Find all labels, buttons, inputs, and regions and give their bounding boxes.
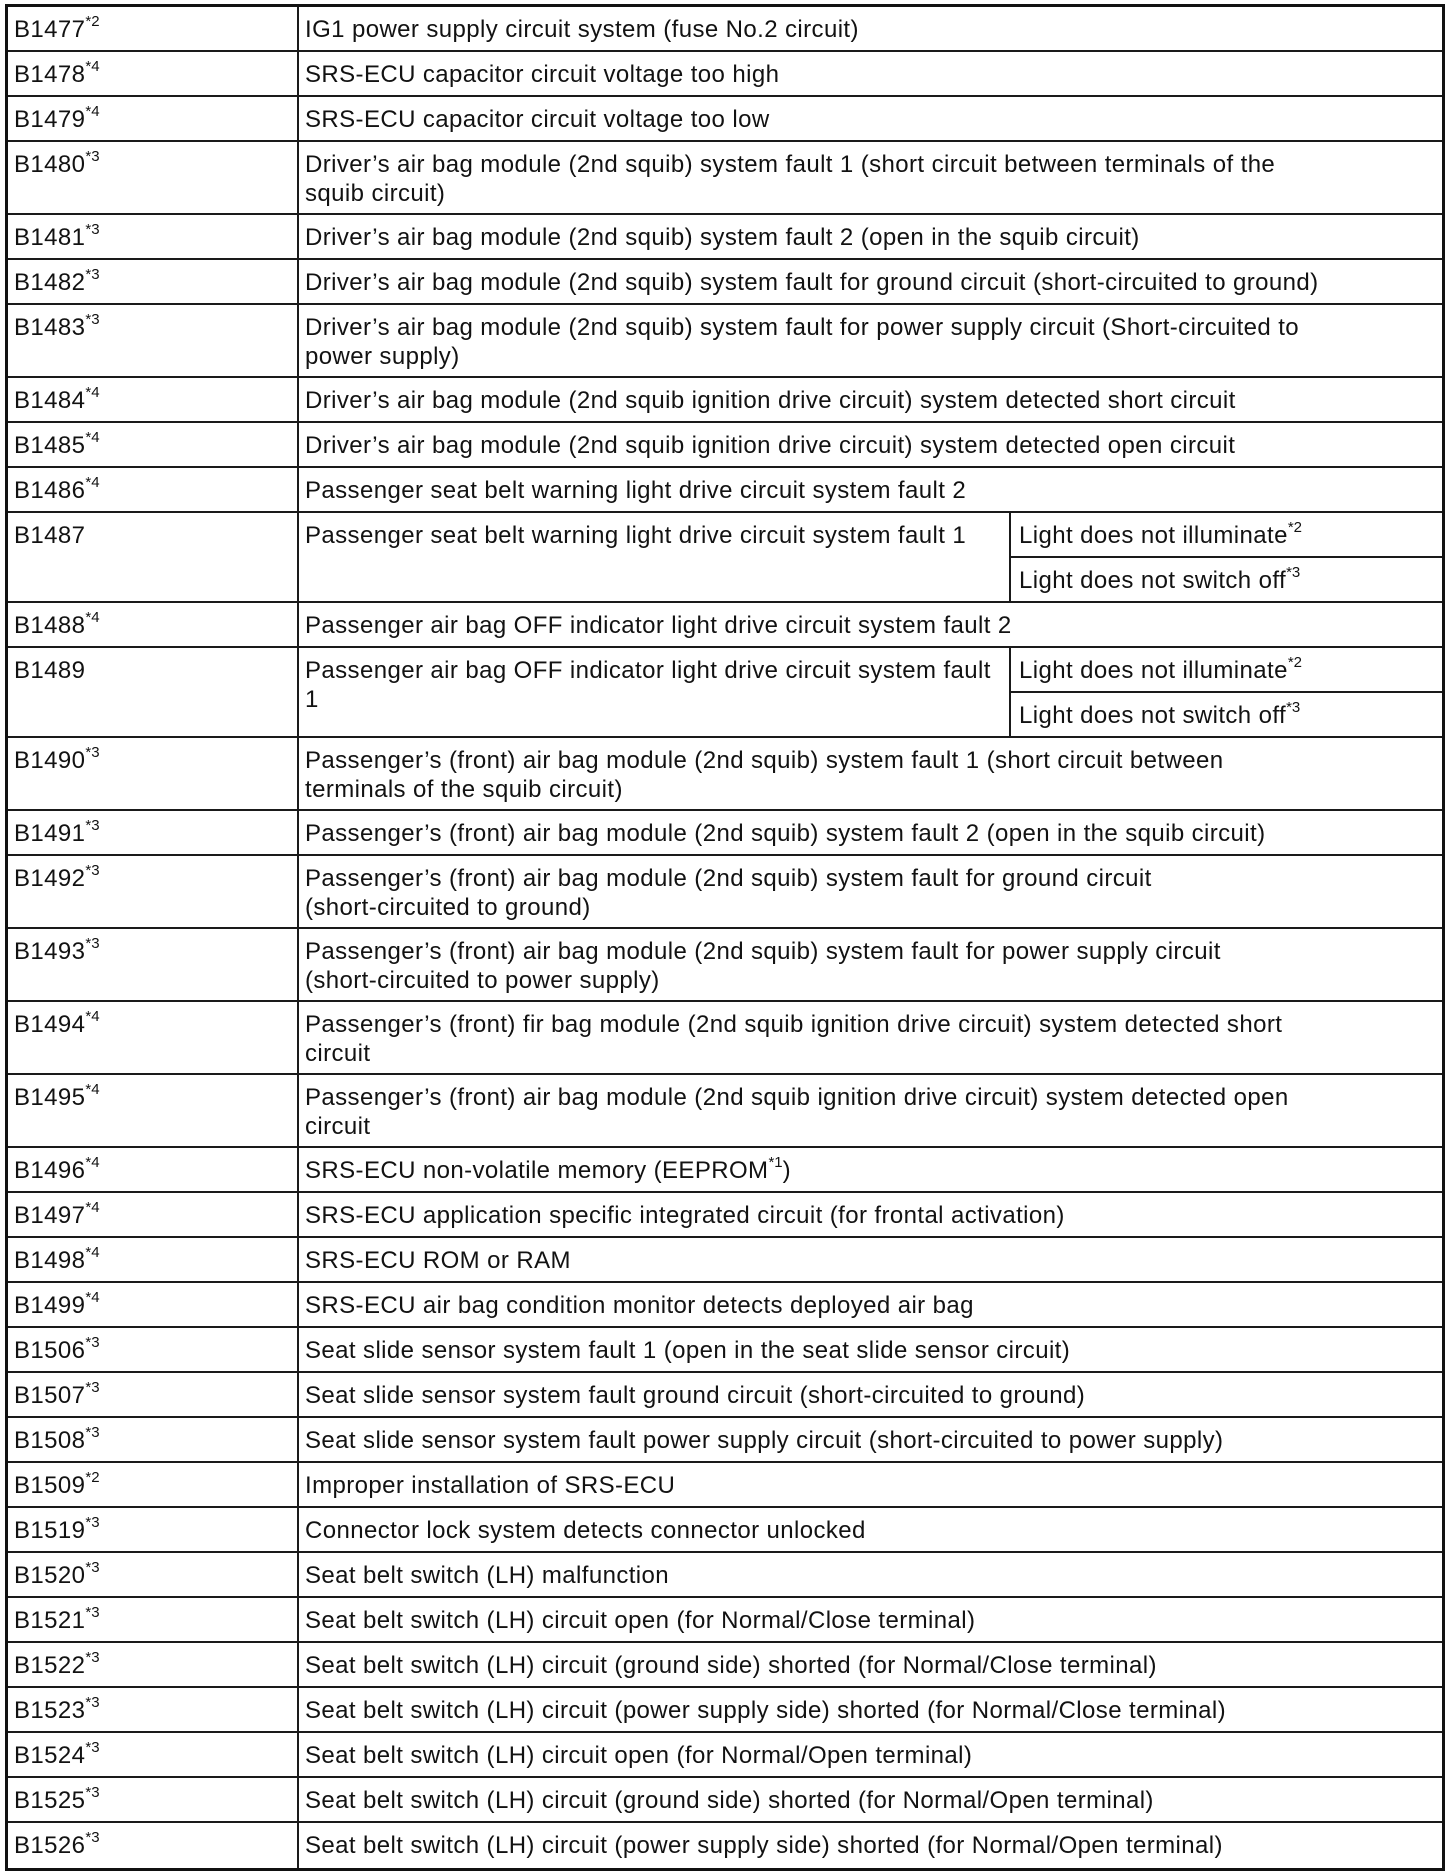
table-row <box>8 378 1442 423</box>
footnote-marker: *3 <box>85 1784 100 1801</box>
dtc-description: Passenger’s (front) air bag module (2nd squib ignition drive circuit) system detected open circuit <box>305 1084 1289 1140</box>
footnote-marker: *4 <box>85 429 100 446</box>
dtc-code: B1497 <box>14 1202 86 1229</box>
dtc-code-cell <box>8 1238 299 1281</box>
condition-text: Light does not switch off <box>1019 567 1287 594</box>
dtc-code: B1478 <box>14 61 86 88</box>
dtc-code-cell <box>8 260 299 303</box>
dtc-description: Driver’s air bag module (2nd squib) system fault for ground circuit (short-circuited to ground) <box>305 269 1319 296</box>
dtc-code-cell <box>8 423 299 466</box>
condition-cell <box>1011 693 1442 736</box>
footnote-marker: *3 <box>85 1829 100 1846</box>
dtc-code-cell <box>8 1778 299 1821</box>
footnote-marker: *3 <box>85 1649 100 1666</box>
dtc-code: B1526 <box>14 1832 86 1859</box>
dtc-code: B1495 <box>14 1084 86 1111</box>
footnote-marker: *3 <box>85 862 100 879</box>
dtc-code-cell <box>8 52 299 95</box>
dtc-code-cell <box>8 1002 299 1073</box>
dtc-code-cell <box>8 1823 299 1868</box>
dtc-description: Passenger’s (front) air bag module (2nd squib) system fault 2 (open in the squib circuit) <box>305 820 1266 847</box>
footnote-marker: *4 <box>85 1008 100 1025</box>
dtc-code: B1498 <box>14 1247 86 1274</box>
dtc-description: Passenger air bag OFF indicator light drive circuit system fault 2 <box>305 612 1012 639</box>
dtc-description: SRS-ECU ROM or RAM <box>305 1247 571 1274</box>
table-row <box>8 1688 1442 1733</box>
table-row <box>8 305 1442 378</box>
dtc-code-cell <box>8 1733 299 1776</box>
condition-text: Light does not switch off <box>1019 702 1287 729</box>
dtc-code-cell <box>8 1688 299 1731</box>
table-row <box>8 929 1442 1002</box>
dtc-description: SRS-ECU capacitor circuit voltage too high <box>305 61 780 88</box>
dtc-code-cell <box>8 1598 299 1641</box>
table-row <box>8 52 1442 97</box>
dtc-code-cell <box>8 603 299 646</box>
footnote-marker: *4 <box>85 103 100 120</box>
dtc-description: Seat slide sensor system fault 1 (open in the seat slide sensor circuit) <box>305 1337 1071 1364</box>
footnote-marker: *3 <box>85 1694 100 1711</box>
footnote-marker: *3 <box>85 311 100 328</box>
dtc-code-cell <box>8 1193 299 1236</box>
dtc-code: B1482 <box>14 269 86 296</box>
dtc-description: SRS-ECU application specific integrated circuit (for frontal activation) <box>305 1202 1065 1229</box>
dtc-code-cell <box>8 1075 299 1146</box>
dtc-code: B1485 <box>14 432 86 459</box>
dtc-code: B1496 <box>14 1157 86 1184</box>
table-row <box>8 1283 1442 1328</box>
dtc-description-end: ) <box>782 1157 792 1184</box>
dtc-description: Seat belt switch (LH) circuit open (for Normal/Open terminal) <box>305 1742 973 1769</box>
dtc-code-cell <box>8 7 299 50</box>
table-row <box>8 1778 1442 1823</box>
dtc-code: B1484 <box>14 387 86 414</box>
footnote-marker: *3 <box>1286 564 1301 581</box>
footnote-marker: *3 <box>85 266 100 283</box>
table-row <box>8 1418 1442 1463</box>
footnote-marker: *4 <box>85 58 100 75</box>
dtc-code-cell <box>8 215 299 258</box>
dtc-description: Driver’s air bag module (2nd squib) system fault for power supply circuit (Short-circuited to power supply) <box>305 314 1300 370</box>
dtc-description: Seat belt switch (LH) circuit (ground side) shorted (for Normal/Close terminal) <box>305 1652 1157 1679</box>
dtc-code-cell <box>8 929 299 1000</box>
footnote-marker: *3 <box>85 1604 100 1621</box>
table-row <box>8 856 1442 929</box>
dtc-description: Passenger seat belt warning light drive circuit system fault 2 <box>305 477 967 504</box>
table-row <box>8 811 1442 856</box>
table-row <box>8 468 1442 513</box>
table-row <box>8 215 1442 260</box>
condition-text: Light does not illuminate <box>1019 522 1288 549</box>
footnote-marker: *3 <box>85 1424 100 1441</box>
condition-text: Light does not illuminate <box>1019 657 1288 684</box>
dtc-code: B1506 <box>14 1337 86 1364</box>
table-row <box>8 1002 1442 1075</box>
dtc-description: SRS-ECU air bag condition monitor detects deployed air bag <box>305 1292 974 1319</box>
table-row <box>8 1075 1442 1148</box>
dtc-code: B1486 <box>14 477 86 504</box>
dtc-code-cell <box>8 142 299 213</box>
dtc-code-cell <box>8 1553 299 1596</box>
footnote-marker: *3 <box>1286 699 1301 716</box>
dtc-description: Seat slide sensor system fault ground circuit (short-circuited to ground) <box>305 1382 1086 1409</box>
footnote-marker: *3 <box>85 817 100 834</box>
dtc-code-cell <box>8 468 299 511</box>
dtc-code: B1519 <box>14 1517 86 1544</box>
table-row <box>8 1193 1442 1238</box>
footnote-marker: *2 <box>1287 654 1303 671</box>
dtc-code: B1499 <box>14 1292 86 1319</box>
dtc-code-cell <box>8 97 299 140</box>
dtc-code-cell <box>8 1283 299 1326</box>
dtc-description: SRS-ECU non-volatile memory (EEPROM <box>305 1157 769 1184</box>
condition-cell <box>1011 648 1442 693</box>
dtc-code: B1477 <box>14 16 86 43</box>
dtc-description: Driver’s air bag module (2nd squib) system fault 2 (open in the squib circuit) <box>305 224 1140 251</box>
footnote-marker: *4 <box>85 1289 100 1306</box>
dtc-description: Passenger’s (front) air bag module (2nd squib) system fault for power supply circuit (short-circuited to power supply) <box>305 938 1221 994</box>
dtc-code: B1483 <box>14 314 86 341</box>
dtc-code: B1490 <box>14 747 86 774</box>
dtc-code-cell <box>8 1508 299 1551</box>
footnote-marker: *4 <box>85 384 100 401</box>
table-row <box>8 1733 1442 1778</box>
dtc-description: Passenger’s (front) fir bag module (2nd squib ignition drive circuit) system detected short circuit <box>305 1011 1283 1067</box>
dtc-description: Connector lock system detects connector unlocked <box>305 1517 866 1544</box>
dtc-code: B1523 <box>14 1697 86 1724</box>
dtc-code: B1491 <box>14 820 86 847</box>
footnote-marker: *3 <box>85 221 100 238</box>
dtc-code-cell <box>8 1418 299 1461</box>
dtc-code: B1480 <box>14 151 86 178</box>
dtc-description: IG1 power supply circuit system (fuse No.2 circuit) <box>305 16 859 43</box>
table-row <box>8 1463 1442 1508</box>
dtc-code: B1481 <box>14 224 86 251</box>
footnote-marker: *4 <box>85 1081 100 1098</box>
table-row <box>8 1373 1442 1418</box>
dtc-description: Passenger’s (front) air bag module (2nd squib) system fault for ground circuit (short-circuited to ground) <box>305 865 1152 921</box>
footnote-marker: *4 <box>85 1154 100 1171</box>
footnote-marker: *3 <box>85 148 100 165</box>
dtc-code: B1487 <box>14 522 86 549</box>
dtc-table <box>5 4 1445 1871</box>
dtc-description: SRS-ECU capacitor circuit voltage too low <box>305 106 770 133</box>
footnote-marker: *1 <box>768 1154 783 1171</box>
dtc-code: B1522 <box>14 1652 86 1679</box>
table-row <box>8 1823 1442 1868</box>
table-row <box>8 423 1442 468</box>
dtc-code: B1488 <box>14 612 86 639</box>
footnote-marker: *3 <box>85 744 100 761</box>
table-row <box>8 1643 1442 1688</box>
footnote-marker: *4 <box>85 1199 100 1216</box>
table-row <box>8 1328 1442 1373</box>
dtc-description: Improper installation of SRS-ECU <box>305 1472 676 1499</box>
dtc-description: Passenger’s (front) air bag module (2nd squib) system fault 1 (short circuit between terminals of the squib circuit) <box>305 747 1224 803</box>
dtc-code: B1521 <box>14 1607 86 1634</box>
dtc-code-cell <box>8 648 299 736</box>
dtc-code-cell <box>8 1463 299 1506</box>
dtc-code-cell <box>8 811 299 854</box>
footnote-marker: *2 <box>85 1469 100 1486</box>
table-row <box>8 260 1442 305</box>
table-row <box>8 1508 1442 1553</box>
dtc-code-cell <box>8 305 299 376</box>
footnote-marker: *3 <box>85 1334 100 1351</box>
footnote-marker: *4 <box>85 474 100 491</box>
dtc-code: B1479 <box>14 106 86 133</box>
dtc-code-cell <box>8 1328 299 1371</box>
dtc-description: Seat belt switch (LH) malfunction <box>305 1562 670 1589</box>
dtc-description-cell <box>299 513 1442 601</box>
dtc-code: B1494 <box>14 1011 86 1038</box>
dtc-code: B1508 <box>14 1427 86 1454</box>
dtc-code-cell <box>8 856 299 927</box>
dtc-description-cell <box>299 648 1442 736</box>
dtc-description-cell <box>299 1148 1442 1191</box>
dtc-code-cell <box>8 1643 299 1686</box>
table-row <box>8 7 1442 52</box>
dtc-code: B1509 <box>14 1472 86 1499</box>
table-row <box>8 97 1442 142</box>
footnote-marker: *2 <box>85 13 100 30</box>
dtc-code-cell <box>8 378 299 421</box>
table-row <box>8 142 1442 215</box>
table-row <box>8 648 1442 738</box>
table-row <box>8 1238 1442 1283</box>
dtc-code: B1525 <box>14 1787 86 1814</box>
condition-list <box>1011 648 1442 736</box>
dtc-code-cell <box>8 738 299 809</box>
footnote-marker: *4 <box>85 1244 100 1261</box>
dtc-description: Seat slide sensor system fault power supply circuit (short-circuited to power supply) <box>305 1427 1224 1454</box>
footnote-marker: *3 <box>85 935 100 952</box>
dtc-code: B1492 <box>14 865 86 892</box>
dtc-code: B1520 <box>14 1562 86 1589</box>
table-row <box>8 513 1442 603</box>
table-row <box>8 1553 1442 1598</box>
dtc-description: Driver’s air bag module (2nd squib) system fault 1 (short circuit between terminals of the squib circuit) <box>305 151 1276 207</box>
dtc-code-cell <box>8 513 299 601</box>
condition-cell <box>1011 513 1442 558</box>
footnote-marker: *3 <box>85 1559 100 1576</box>
table-row <box>8 738 1442 811</box>
dtc-description: Driver’s air bag module (2nd squib ignition drive circuit) system detected open circuit <box>305 432 1236 459</box>
table-row <box>8 1148 1442 1193</box>
dtc-description: Seat belt switch (LH) circuit open (for Normal/Close terminal) <box>305 1607 976 1634</box>
condition-list <box>1011 513 1442 601</box>
dtc-code-cell <box>8 1373 299 1416</box>
dtc-code: B1524 <box>14 1742 86 1769</box>
dtc-description: Seat belt switch (LH) circuit (power supply side) shorted (for Normal/Open terminal) <box>305 1832 1223 1859</box>
dtc-code: B1489 <box>14 657 86 684</box>
footnote-marker: *3 <box>85 1379 100 1396</box>
dtc-code: B1493 <box>14 938 86 965</box>
footnote-marker: *3 <box>85 1514 100 1531</box>
dtc-code-cell <box>8 1148 299 1191</box>
dtc-description: Passenger seat belt warning light drive circuit system fault 1 <box>299 513 1011 601</box>
dtc-description: Driver’s air bag module (2nd squib ignition drive circuit) system detected short circuit <box>305 387 1236 414</box>
table-row <box>8 603 1442 648</box>
footnote-marker: *4 <box>85 609 100 626</box>
dtc-description: Seat belt switch (LH) circuit (ground side) shorted (for Normal/Open terminal) <box>305 1787 1154 1814</box>
condition-cell <box>1011 558 1442 601</box>
dtc-description: Seat belt switch (LH) circuit (power supply side) shorted (for Normal/Close terminal) <box>305 1697 1226 1724</box>
table-row <box>8 1598 1442 1643</box>
footnote-marker: *2 <box>1287 519 1303 536</box>
footnote-marker: *3 <box>85 1739 100 1756</box>
dtc-description: Passenger air bag OFF indicator light drive circuit system fault 1 <box>299 648 1011 736</box>
dtc-code: B1507 <box>14 1382 86 1409</box>
